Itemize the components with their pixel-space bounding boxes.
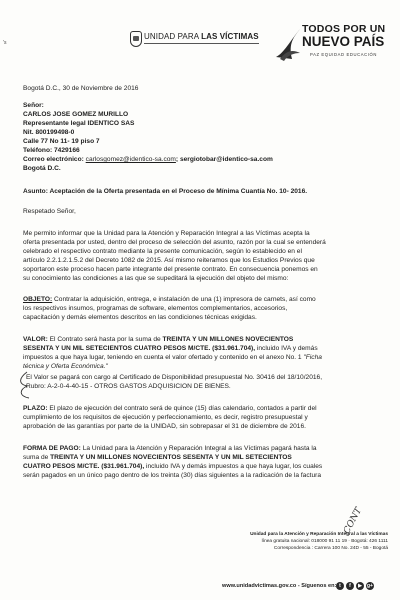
pago-line-3 [23, 463, 322, 472]
plazo-label: PLAZO: [23, 405, 48, 412]
plazo-line-3: aprobación de las garantías por parte de la UNIDAD, sin sobrepasar el 31 de diciembre de 2016. [23, 423, 306, 430]
recipient-nit: Nit. 800199498-0 [23, 129, 75, 136]
letter-date: Bogotá D.C., 30 de Noviembre de 2016 [23, 85, 139, 92]
twitter-icon[interactable]: t [336, 582, 344, 590]
valor-line-4: técnica y Oferta Económica." [23, 363, 108, 370]
brand-line-1: TODOS POR UN [302, 23, 386, 35]
intro-line-6: su conocimiento las condiciones a las que se supeditará la ejecución del objeto del mismo: [23, 275, 289, 282]
valor-text-3: impuestos a que haya lugar, teniendo en cuenta el valor ofertado y contenido en el anexo No. 1 [23, 354, 304, 361]
email-label: Correo electrónico: [23, 156, 86, 163]
valor-italic-3: "Ficha [303, 354, 322, 361]
facebook-icon[interactable]: f [346, 582, 354, 590]
email-separator: ; [175, 156, 180, 163]
recipient-city: Bogotá D.C. [23, 165, 61, 172]
valor-line-3 [23, 354, 322, 363]
pago-text-3: incluido IVA y demás impuestos a que haya lugar, los cuales [144, 463, 323, 470]
pago-line-2 [23, 454, 292, 463]
objeto-text-1: Contratar la adquisición, entrega, e instalación de una (1) impresora de carnets, así como [52, 296, 316, 303]
valor-text-1: El Contrato será hasta por la suma de [47, 336, 163, 343]
objeto-line-3: capacitación y demás elementos descritos en las condiciones técnicas exigidas. [23, 314, 257, 321]
pago-text-2: suma de [23, 454, 51, 461]
youtube-icon[interactable]: ▶ [356, 582, 364, 590]
valor-amount-2: SESENTA Y UN MIL SETECIENTOS CUATRO PESOS M/CTE. ($31.961.704), [23, 345, 256, 352]
valor-amount-1: TREINTA Y UN MILLONES NOVECIENTOS [162, 336, 294, 343]
recipient-role: Representante legal IDENTICO SAS [23, 120, 135, 127]
valor-line-1 [23, 336, 293, 345]
intro-line-5: soportaron este proceso hacen parte integrante del presente contrato. En consecuencia ponemos en [23, 266, 318, 273]
pago-amount-3: CUATRO PESOS M/CTE. ($31.961.704), [23, 463, 145, 470]
email-link-2[interactable]: sergiotobar@identico-sa.com [179, 156, 273, 163]
unidad-logo-strong: LAS VÍCTIMAS [201, 32, 259, 41]
intro-line-3: celebrado el respectivo contrato mediante la presente comunicación, según lo establecido en el [23, 248, 302, 255]
cdp-line-1: El Valor se pagará con cargo al Certificado de Disponibilidad presupuestal No. 30416 del 18/10/2016, [26, 374, 323, 381]
pago-line-1 [23, 445, 317, 454]
objeto-line-1 [23, 296, 316, 305]
intro-line-4: artículo 2.2.1.2.1.5.2 del Decreto 1082 de 2015. Así mismo reiteramos que los Estudios Previos que [23, 257, 315, 264]
pago-amount-2: TREINTA Y UN MILLONES NOVECIENTOS SESENTA Y UN MIL SETECIENTOS [50, 454, 292, 461]
footer-url[interactable]: www.unidadvictimas.gov.co - Síguenos en: [222, 583, 337, 589]
unidad-victimas-logo [144, 32, 259, 41]
objeto-label: OBJETO: [23, 296, 53, 303]
plazo-line-1 [23, 405, 317, 414]
plazo-text-1: El plazo de ejecución del contrato será de quince (15) días calendario, contados a partir del [47, 405, 317, 412]
brand-line-2: NUEVO PAÍS [302, 34, 385, 49]
logo-divider [144, 43, 259, 44]
recipient-address: Calle 77 No 11- 19 piso 7 [23, 138, 100, 145]
intro-line-1: Me permito informar que la Unidad para la Atención y Reparación Integral a las Víctimas acepta la [23, 230, 310, 237]
letter-greeting: Respetado Señor, [23, 208, 76, 215]
letter-subject: Asunto: Aceptación de la Oferta presentada en el Proceso de Mínima Cuantía No. 10- 2016. [23, 188, 308, 195]
recipient-phone: Teléfono: 7429166 [23, 147, 80, 154]
unidad-logo-prefix: UNIDAD PARA [144, 32, 202, 41]
intro-line-2: oferta presentada por usted, dentro del proceso de selección del asunto, razón por la cual se entenderá [23, 239, 326, 246]
salutation-title: Señor: [23, 102, 44, 109]
plazo-line-2: cumplimiento de los requisitos de ejecución y perfeccionamiento, es decir, registro presupuestal y [23, 414, 308, 421]
cdp-line-2: Rubro: A-2-0-4-40-15 - OTROS GASTOS ADQUISICION DE BIENES. [26, 383, 231, 390]
recipient-email-line [23, 156, 273, 165]
handwritten-annotation: CONT [342, 506, 365, 536]
footer-org: Unidad para la Atención y Reparación Integral a las Víctimas [250, 532, 388, 537]
footer-address: Correspondencia : Carrera 100 No. 24D - 55 - Bogotá [273, 546, 388, 551]
margin-mark: 's [3, 40, 7, 46]
valor-label: VALOR: [23, 336, 48, 343]
objeto-line-2: los respectivos insumos, programas de software, elementos complementarios, accesorios, [23, 305, 288, 312]
brand-tagline: PAZ EQUIDAD EDUCACIÓN [310, 52, 377, 57]
google-plus-icon[interactable]: g+ [367, 583, 373, 589]
colombia-coat-of-arms-icon [130, 31, 142, 47]
valor-line-2 [23, 345, 318, 354]
pago-label: FORMA DE PAGO: [23, 445, 81, 452]
recipient-name: CARLOS JOSE GOMEZ MURILLO [23, 111, 129, 118]
pago-text-1: La Unidad para la Atención y Reparación Integral a las Víctimas pagará hasta la [80, 445, 317, 452]
pago-line-4: serán pagados en un único pago dentro de los treinta (30) días siguientes a la radicación de la factura [23, 472, 322, 479]
valor-text-2: incluido IVA y demás [255, 345, 318, 352]
footer-phone: línea gratuita nacional: 018000 91 11 19 · Bogotá: 426 1111 [261, 539, 388, 544]
email-link-1[interactable]: carlosgomez@identico-sa.com [85, 156, 176, 163]
